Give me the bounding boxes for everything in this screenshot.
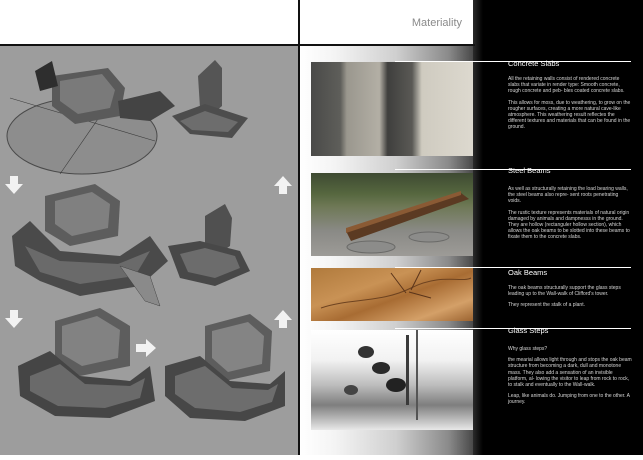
paragraph: The oak beams structurally support the glass steps leading up to the Wall-walk of Clifford's tower. — [508, 285, 621, 298]
section-title-concrete-slabs: Concrete Slabs — [508, 59, 560, 68]
model-drawings — [0, 46, 298, 455]
section-body-oak-beams — [508, 285, 632, 314]
arrow-right-icon — [136, 339, 156, 357]
paragraph: Why glass steps? — [508, 346, 548, 352]
middle-title: Materiality — [411, 17, 462, 29]
paragraph: As well as structurally retaining the load bearing walls, the steel beams also repre- sent roots penetrating voids. — [508, 186, 628, 205]
model-view-6 — [165, 314, 285, 421]
model-view-3 — [12, 184, 168, 306]
paragraph: All the retaining walls consist of rendered concrete slabs that variate in render type: Smooth concrete, rough concrete and peb- bles coated concrete slabs. — [508, 76, 625, 95]
model-view-2 — [172, 60, 248, 138]
header-divider — [0, 44, 475, 46]
model-view-5 — [18, 308, 155, 418]
left-header — [0, 0, 298, 44]
arrow-up-icon — [274, 176, 292, 194]
model-view-4 — [168, 204, 250, 286]
arrow-down-icon — [5, 176, 23, 194]
section-title-oak-beams: Oak Beams — [508, 268, 548, 277]
paragraph: The rustic texture represents materials of natural origin damaged by animals and dampnesss in the ground. They are hollow (rectanguler hollow section), which allows the oak beams to be slotted into these beams to fixate them to the concrete slabs. — [508, 209, 630, 241]
paragraph: This allows for moss, due to weathering, to grow on the rougher surfaces, creating a more natural cave-like atmosphere. This weathering result reflectes the different textures and materials that can be found in the ground. — [508, 99, 631, 131]
section-body-steel-beams — [508, 186, 632, 246]
oak-beams-photo — [311, 268, 474, 321]
steel-beams-photo — [311, 173, 474, 256]
paragraph: They represent the stalk of a plant. — [508, 302, 585, 309]
glass-steps-photo — [311, 330, 474, 430]
section-title-steel-beams: Steel Beams — [508, 166, 551, 175]
paragraph: Leap, like animals do. Jumping from one to the other. A journey. — [508, 393, 630, 406]
paragraph: the mearial allows light through and stops the oak beam structure from becoming a dark, dull and monotone mass. They also add a sensation of an invisible platform, al- lowing the visitor to leap from rock to rock, to stalk and eventually to the Wall-walk. — [508, 357, 632, 389]
arrow-up-icon — [274, 310, 292, 328]
exploded-model-panel — [0, 46, 298, 455]
arrow-down-icon — [5, 310, 23, 328]
model-view-1 — [7, 61, 175, 174]
section-title-glass-steps: Glass Steps — [508, 326, 549, 335]
section-body-glass-steps — [508, 346, 632, 411]
section-body-concrete-slabs — [508, 76, 632, 136]
column-divider — [298, 0, 300, 455]
concrete-slabs-photo — [311, 62, 474, 156]
